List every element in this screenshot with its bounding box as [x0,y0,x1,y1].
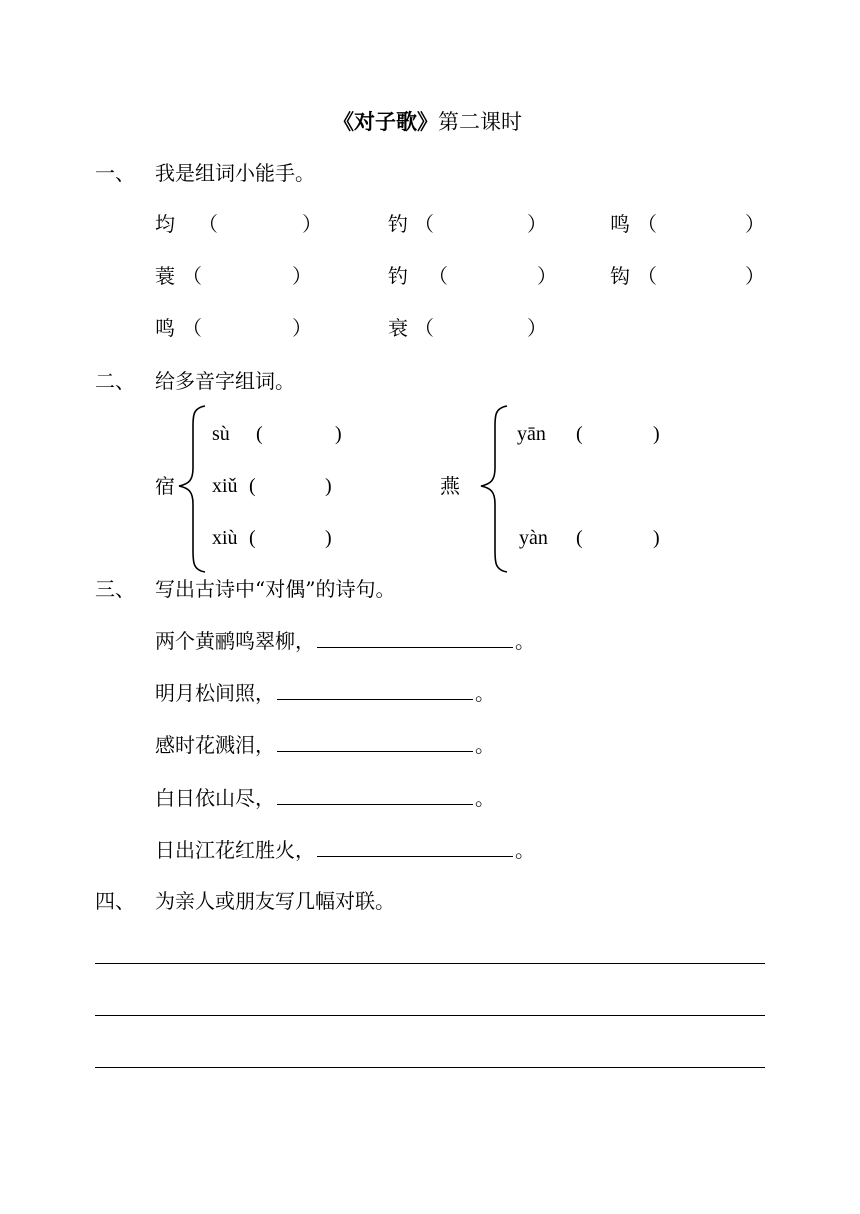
poem-end: 。 [475,681,495,705]
paren-close: ） [302,212,322,236]
paren-open: （ [182,316,202,340]
paren-close: ） [292,264,312,288]
pinyin: xiǔ [212,475,238,497]
paren-open: ( [249,527,256,549]
paren-open: （ [198,212,218,236]
poem-end: 。 [515,838,535,862]
poem-end: 。 [515,629,535,653]
paren-close: ） [745,264,765,288]
section-2-heading: 给多音字组词。 [155,369,295,393]
title-bold: 《对子歌》 [333,109,438,134]
poem-first-half: 感时花溅泪， [155,733,275,757]
section-3-heading: 写出古诗中“对偶”的诗句。 [155,577,396,601]
left-brace-icon [175,402,209,576]
paren-open: （ [637,212,657,236]
section-2-number: 二、 [95,369,135,393]
polyphone-char-1: 宿 [155,474,175,498]
paren-close: ） [527,316,547,340]
pinyin: sù [212,423,230,445]
paren-close: ) [335,423,342,445]
section-3-number: 三、 [95,577,135,601]
section-4-heading: 为亲人或朋友写几幅对联。 [155,889,395,913]
pinyin: yān [517,423,546,445]
paren-open: （ [414,316,434,340]
section-1-number: 一、 [95,161,135,185]
paren-close: ） [745,212,765,236]
word-char: 鸣 [610,212,630,236]
paren-open: ( [576,423,583,445]
poem-line [155,786,495,810]
poem-end: 。 [475,786,495,810]
left-brace-icon [477,402,511,576]
section-1-heading: 我是组词小能手。 [155,161,315,185]
word-char: 衰 [388,316,408,340]
paren-close: ) [325,475,332,497]
word-char: 钓 [388,264,408,288]
poem-line [155,733,495,757]
paren-open: （ [637,264,657,288]
paren-open: ( [249,475,256,497]
answer-blank[interactable] [277,681,473,700]
paren-open: （ [182,264,202,288]
answer-blank[interactable] [277,786,473,805]
paren-open: （ [414,212,434,236]
poem-line [155,629,535,653]
poem-first-half: 日出江花红胜火， [155,838,315,862]
pinyin: yàn [519,527,548,549]
paren-close: ） [537,264,557,288]
word-char: 钩 [610,264,630,288]
writing-line[interactable] [95,963,765,964]
poem-first-half: 明月松间照， [155,681,275,705]
paren-open: ( [576,527,583,549]
paren-close: ) [325,527,332,549]
paren-close: ） [527,212,547,236]
writing-line[interactable] [95,1067,765,1068]
answer-blank[interactable] [317,838,513,857]
paren-open: ( [256,423,263,445]
title-rest: 第二课时 [438,110,522,134]
section-4-number: 四、 [95,889,135,913]
answer-blank[interactable] [317,629,513,648]
page-title [333,109,522,135]
word-char: 蓑 [155,264,175,288]
poem-line [155,681,495,705]
polyphone-char-2: 燕 [440,474,460,498]
paren-close: ) [653,423,660,445]
poem-end: 。 [475,733,495,757]
paren-open: （ [428,264,448,288]
poem-first-half: 两个黄鹂鸣翠柳， [155,629,315,653]
pinyin: xiù [212,527,238,549]
writing-line[interactable] [95,1015,765,1016]
poem-first-half: 白日依山尽， [155,786,275,810]
word-char: 鸣 [155,316,175,340]
poem-line [155,838,535,862]
paren-close: ） [292,316,312,340]
word-char: 钓 [388,212,408,236]
answer-blank[interactable] [277,733,473,752]
paren-close: ) [653,527,660,549]
word-char: 均 [155,212,175,236]
